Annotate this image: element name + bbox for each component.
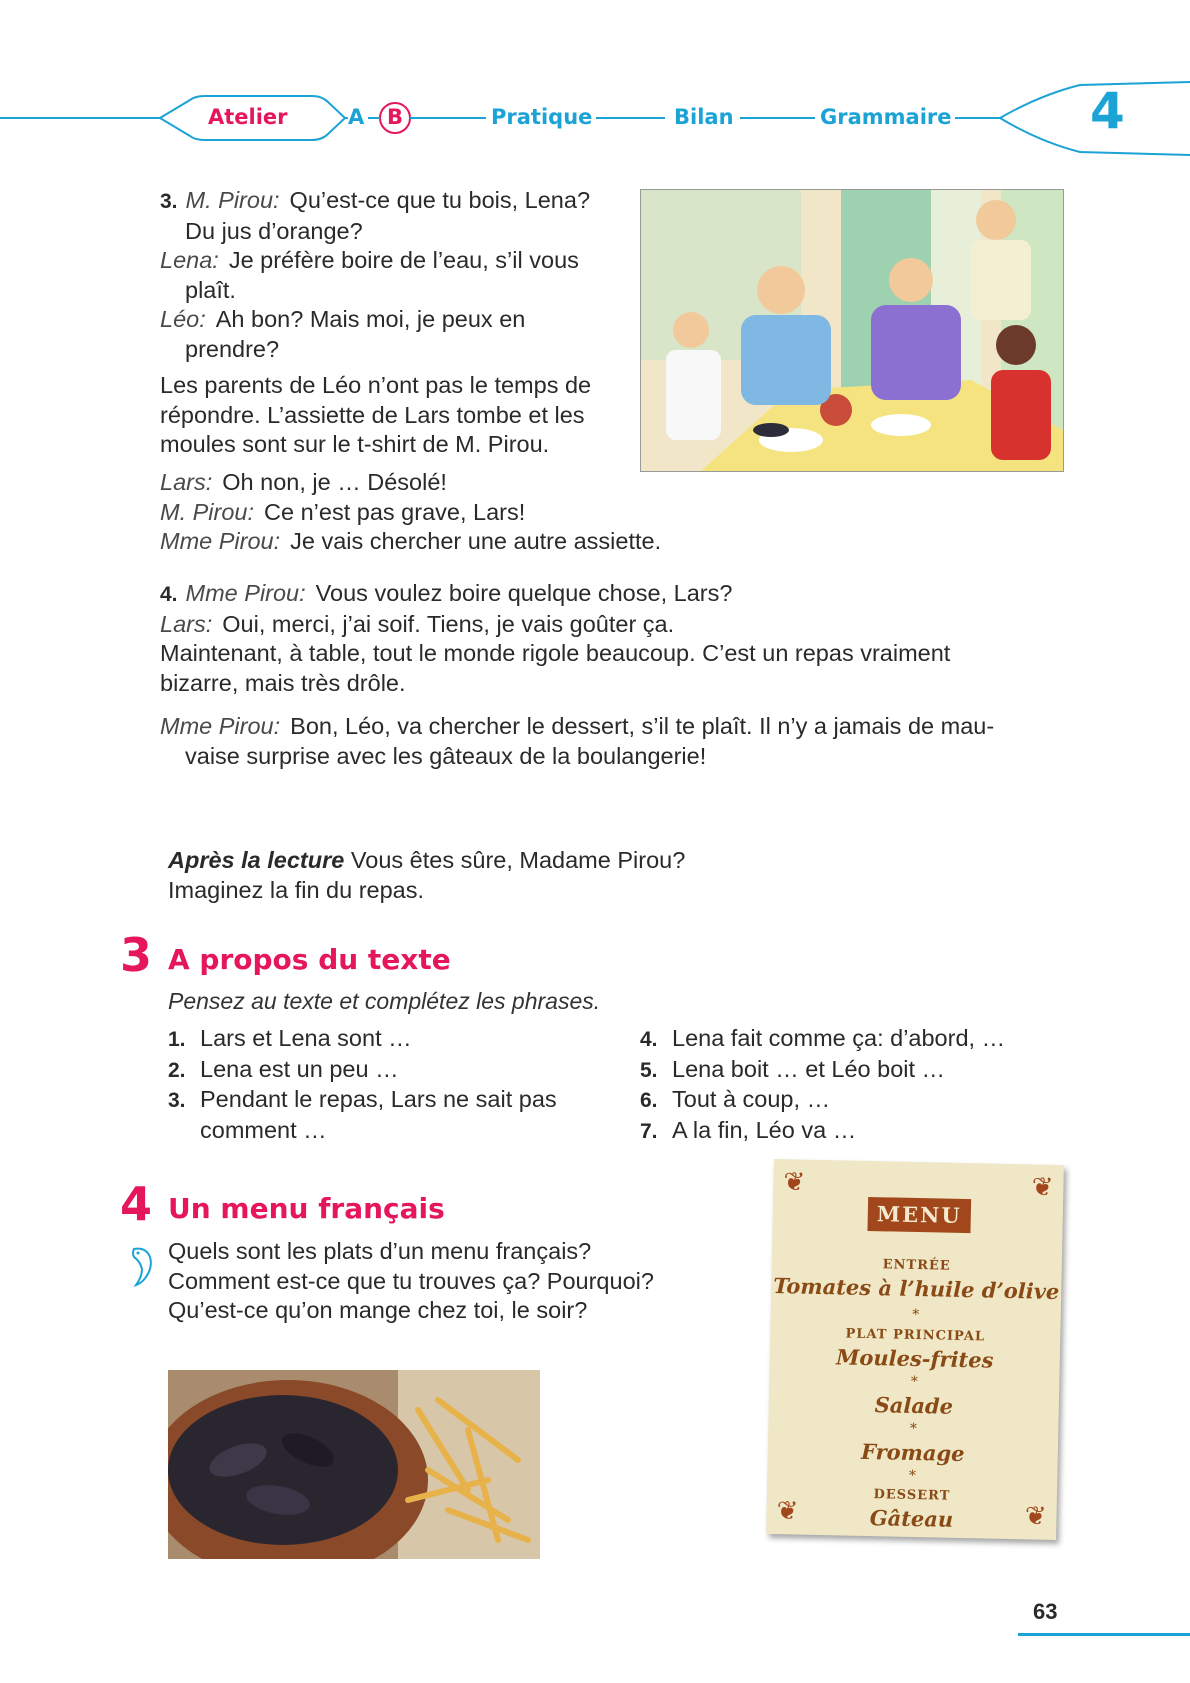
menu-card	[766, 1159, 1064, 1540]
dialogue-text: Bon, Léo, va chercher le dessert, s’il te plaît. Il n’y a jamais de mau-	[290, 713, 995, 739]
list-item	[640, 1085, 1005, 1116]
exercise-number: 3	[120, 928, 153, 982]
unit-number: 4	[1090, 82, 1125, 140]
exercise-title: Un menu français	[168, 1192, 445, 1225]
header-decoration	[0, 0, 1190, 170]
menu-dish: Salade	[874, 1392, 954, 1419]
narration-line: bizarre, mais très drôle.	[160, 669, 406, 696]
nav-part-b[interactable]: B	[387, 105, 404, 129]
menu-dish: Fromage	[860, 1438, 965, 1467]
speaker: M. Pirou:	[185, 187, 280, 213]
item-text: Lars et Lena sont …	[200, 1025, 412, 1051]
dialogue-part-4b	[160, 712, 994, 771]
exercise-title: A propos du texte	[168, 943, 451, 976]
item-text: A la fin, Léo va …	[672, 1116, 857, 1143]
dialogue-text: Du jus d’orange?	[185, 217, 363, 244]
nav-part-a[interactable]: A	[348, 105, 365, 129]
speaker: Lena:	[160, 247, 219, 273]
menu-title: MENU	[867, 1197, 971, 1233]
item-number: 4.	[640, 1028, 658, 1051]
dialogue-text: Je préfère boire de l’eau, s’il vous	[228, 247, 579, 273]
narration-1	[160, 371, 591, 460]
item-number: 5.	[640, 1058, 658, 1082]
menu-separator: *	[909, 1420, 918, 1438]
ornament-icon: ❦	[776, 1496, 799, 1527]
nav-pratique[interactable]: Pratique	[491, 105, 593, 129]
dialogue-text: plaît.	[185, 276, 236, 303]
dialogue-text: Oh non, je … Désolé!	[222, 469, 447, 495]
speaker: Lars:	[160, 469, 213, 495]
speaker: Léo:	[160, 306, 206, 332]
page-number: 63	[1033, 1599, 1058, 1624]
dolphin-icon	[128, 1245, 156, 1287]
question: Comment est-ce que tu trouves ça? Pourquoi?	[168, 1267, 654, 1294]
item-number: 2.	[168, 1058, 186, 1082]
menu-section-label: DESSERT	[873, 1487, 951, 1504]
dinner-illustration	[640, 189, 1064, 472]
exercise-list-left	[168, 1024, 557, 1145]
question: Quels sont les plats d’un menu français?	[168, 1238, 592, 1264]
item-number: 6.	[640, 1089, 658, 1112]
menu-dish: Moules-frites	[835, 1344, 994, 1373]
page-number-underline	[1018, 1633, 1190, 1636]
part-number: 4.	[160, 583, 178, 606]
dialogue-text: Vous voulez boire quelque chose, Lars?	[315, 580, 733, 606]
nav-grammaire[interactable]: Grammaire	[820, 105, 952, 129]
dialogue-part-4	[160, 579, 950, 698]
item-text: Tout à coup, …	[672, 1086, 831, 1112]
dialogue-text: Qu’est-ce que tu bois, Lena?	[289, 187, 591, 213]
dialogue-text: prendre?	[185, 335, 280, 362]
menu-separator: *	[908, 1467, 917, 1485]
speaker: Mme Pirou:	[185, 580, 306, 606]
list-item	[168, 1055, 557, 1086]
item-number: 1.	[168, 1028, 186, 1051]
dialogue-text: vaise surprise avec les gâteaux de la boulangerie!	[185, 742, 707, 769]
item-text: Lena est un peu …	[200, 1055, 399, 1082]
after-reading-label: Après la lecture	[168, 847, 345, 873]
part-number: 3.	[160, 190, 178, 213]
item-text: Pendant le repas, Lars ne sait pas	[200, 1086, 557, 1112]
list-item	[640, 1024, 1005, 1055]
moules-frites-photo	[168, 1370, 540, 1559]
dialogue-part-3b	[160, 468, 661, 557]
menu-separator: *	[912, 1306, 920, 1324]
dialogue-text: Ah bon? Mais moi, je peux en	[215, 306, 526, 332]
narration-line: Les parents de Léo n’ont pas le temps de	[160, 372, 592, 398]
narration-line: répondre. L’assiette de Lars tombe et les	[160, 401, 585, 428]
dialogue-text: Oui, merci, j’ai soif. Tiens, je vais goûter ça.	[222, 610, 675, 637]
nav-atelier[interactable]: Atelier	[208, 105, 288, 129]
ornament-icon: ❦	[1024, 1501, 1047, 1532]
list-item	[640, 1055, 1005, 1086]
narration-line: Maintenant, à table, tout le monde rigole beaucoup. C’est un repas vraiment	[160, 640, 951, 666]
menu-section-label: ENTRÉE	[882, 1257, 951, 1274]
after-reading	[168, 846, 685, 905]
exercise-number: 4	[120, 1177, 153, 1231]
ornament-icon: ❦	[783, 1167, 806, 1198]
exercise-instruction: Pensez au texte et complétez les phrases.	[168, 988, 601, 1014]
item-number: 3.	[168, 1089, 186, 1112]
menu-separator: *	[910, 1373, 918, 1391]
question: Qu’est-ce qu’on mange chez toi, le soir?	[168, 1297, 588, 1323]
speaker: Mme Pirou:	[160, 528, 281, 554]
list-item	[640, 1116, 1005, 1147]
dialogue-part-3	[160, 186, 590, 364]
list-item	[168, 1085, 557, 1116]
menu-dish: Gâteau	[869, 1505, 954, 1532]
after-reading-text: Imaginez la fin du repas.	[168, 876, 425, 903]
item-number: 7.	[640, 1119, 658, 1143]
ornament-icon: ❦	[1031, 1172, 1054, 1203]
menu-section-label: PLAT PRINCIPAL	[845, 1326, 986, 1345]
speaker: M. Pirou:	[160, 498, 255, 525]
item-text: Lena boit … et Léo boit …	[672, 1055, 946, 1082]
speaker: Lars:	[160, 610, 213, 637]
dialogue-text: Je vais chercher une autre assiette.	[290, 528, 662, 554]
nav-bilan[interactable]: Bilan	[674, 105, 734, 129]
narration-line: moules sont sur le t-shirt de M. Pirou.	[160, 431, 550, 457]
item-text: comment …	[200, 1116, 327, 1143]
menu-dish: Tomates à l’huile d’olive	[772, 1273, 1060, 1305]
dialogue-text: Ce n’est pas grave, Lars!	[264, 498, 526, 525]
speaker: Mme Pirou:	[160, 713, 281, 739]
exercise-questions	[168, 1237, 654, 1326]
list-item	[168, 1024, 557, 1055]
exercise-list-right	[640, 1024, 1005, 1146]
after-reading-text: Vous êtes sûre, Madame Pirou?	[350, 847, 686, 873]
item-text: Lena fait comme ça: d’abord, …	[672, 1025, 1006, 1051]
